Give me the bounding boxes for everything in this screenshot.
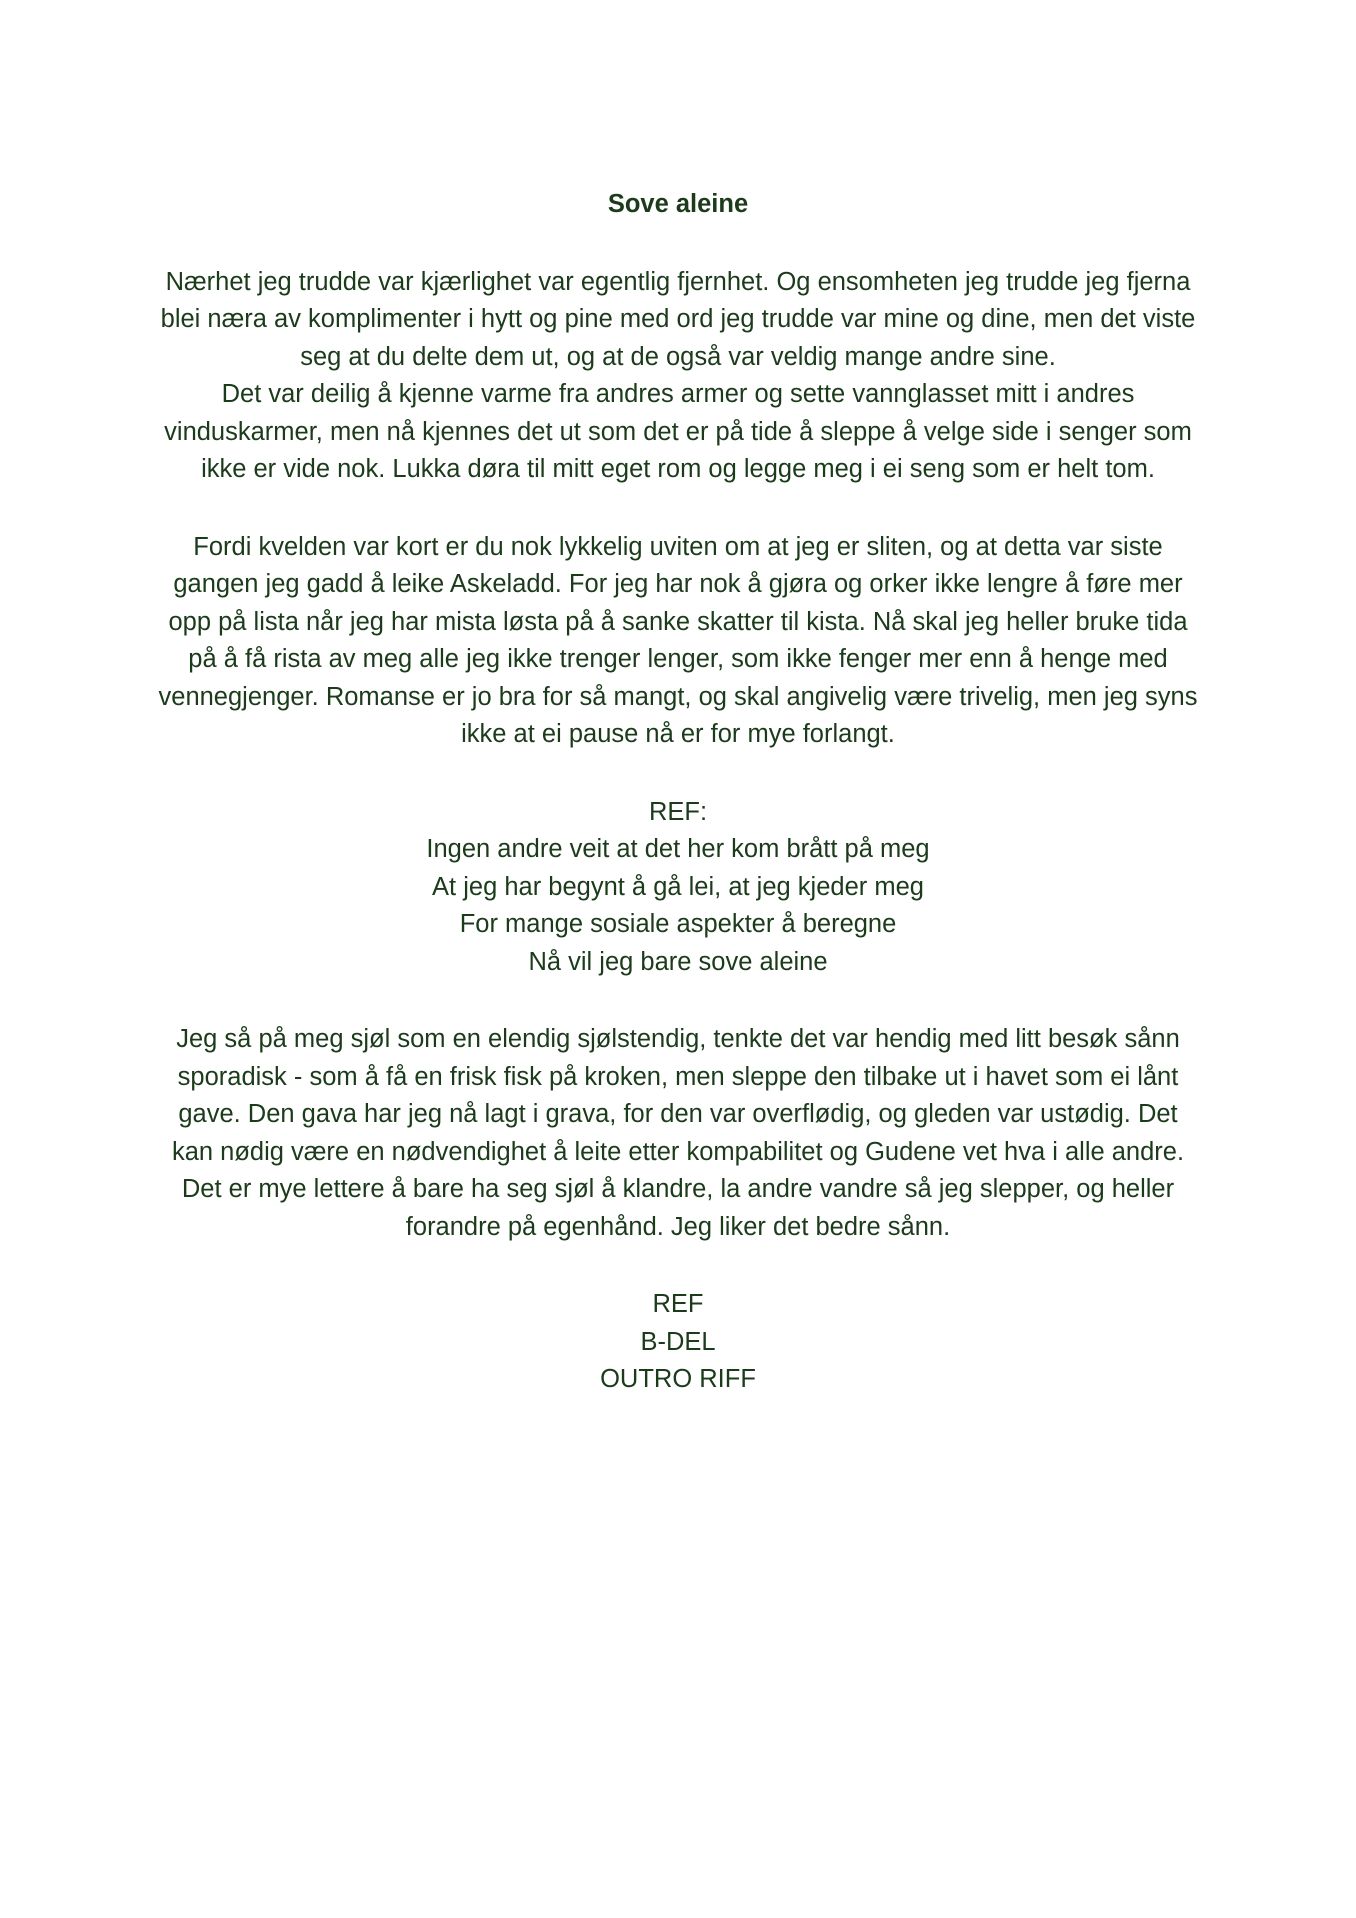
verse-3-line: Det er mye lettere å bare ha seg sjøl å klandre, la andre vandre så jeg slepper, og heller (181, 1175, 1175, 1203)
page-title: Sove aleine (607, 190, 749, 218)
verse-2-line: vennegjenger. Romanse er jo bra for så mangt, og skal angivelig være trivelig, men jeg syns (158, 682, 1198, 711)
verse-3-line: forandre på egenhånd. Jeg liker det bedre sånn. (405, 1212, 951, 1241)
spacer (95, 754, 1261, 794)
chorus-label: REF: (648, 797, 708, 826)
verse-2-line: ikke at ei pause nå er for mye forlangt. (461, 720, 895, 748)
verse-1-line: Det var deilig å kjenne varme fra andres armer og sette vannglasset mitt i andres (221, 380, 1135, 408)
verse-1-line: Nærhet jeg trudde var kjærlighet var egentlig fjernhet. Og ensomheten jeg trudde jeg fjerna (165, 267, 1191, 296)
verse-1-line: vinduskarmer, men nå kjennes det ut som det er på tide å sleppe å velge side i senger som (164, 417, 1192, 446)
verse-2-line: opp på lista når jeg har mista løsta på å sanke skatter til kista. Nå skal jeg heller bruke tida (168, 607, 1188, 636)
spacer (95, 981, 1261, 1021)
chorus-line: Ingen andre veit at det her kom brått på meg (426, 835, 930, 863)
spacer (95, 489, 1261, 529)
section-marker: B-DEL (640, 1327, 716, 1356)
lyrics-document (95, 186, 1261, 1399)
chorus-line: At jeg har begynt å gå lei, at jeg kjeder meg (432, 872, 924, 901)
verse-3-line: kan nødig være en nødvendighet å leite etter kompabilitet og Gudene vet hva i alle andre. (171, 1137, 1185, 1166)
spacer (95, 224, 1261, 264)
outro (95, 1286, 1261, 1399)
verse-3-line: sporadisk - som å få en frisk fisk på kroken, men sleppe den tilbake ut i havet som ei lånt (177, 1062, 1179, 1091)
verse-3 (95, 1021, 1261, 1246)
section-marker: REF (652, 1290, 704, 1318)
verse-3-line: Jeg så på meg sjøl som en elendig sjølstendig, tenkte det var hendig med litt besøk sånn (176, 1025, 1180, 1053)
spacer (95, 1246, 1261, 1286)
verse-1 (95, 264, 1261, 489)
verse-2-line: Fordi kvelden var kort er du nok lykkelig uviten om at jeg er sliten, og at detta var siste (193, 532, 1163, 561)
verse-3-line: gave. Den gava har jeg nå lagt i grava, for den var overflødig, og gleden var ustødig. Det (178, 1100, 1178, 1128)
verse-2-line: på å få rista av meg alle jeg ikke trenger lenger, som ikke fenger mer enn å henge med (188, 645, 1168, 673)
verse-1-line: blei næra av komplimenter i hytt og pine med ord jeg trudde var mine og dine, men det viste (160, 305, 1196, 333)
section-marker: OUTRO RIFF (600, 1365, 756, 1393)
chorus-line: For mange sosiale aspekter å beregne (459, 910, 897, 938)
verse-2 (95, 529, 1261, 754)
chorus-line: Nå vil jeg bare sove aleine (528, 947, 828, 976)
verse-1-line: ikke er vide nok. Lukka døra til mitt eget rom og legge meg i ei seng som er helt tom. (201, 455, 1155, 483)
verse-1-line: seg at du delte dem ut, og at de også var veldig mange andre sine. (300, 342, 1056, 371)
chorus (95, 794, 1261, 982)
verse-2-line: gangen jeg gadd å leike Askeladd. For jeg har nok å gjøra og orker ikke lengre å føre mer (173, 570, 1183, 598)
